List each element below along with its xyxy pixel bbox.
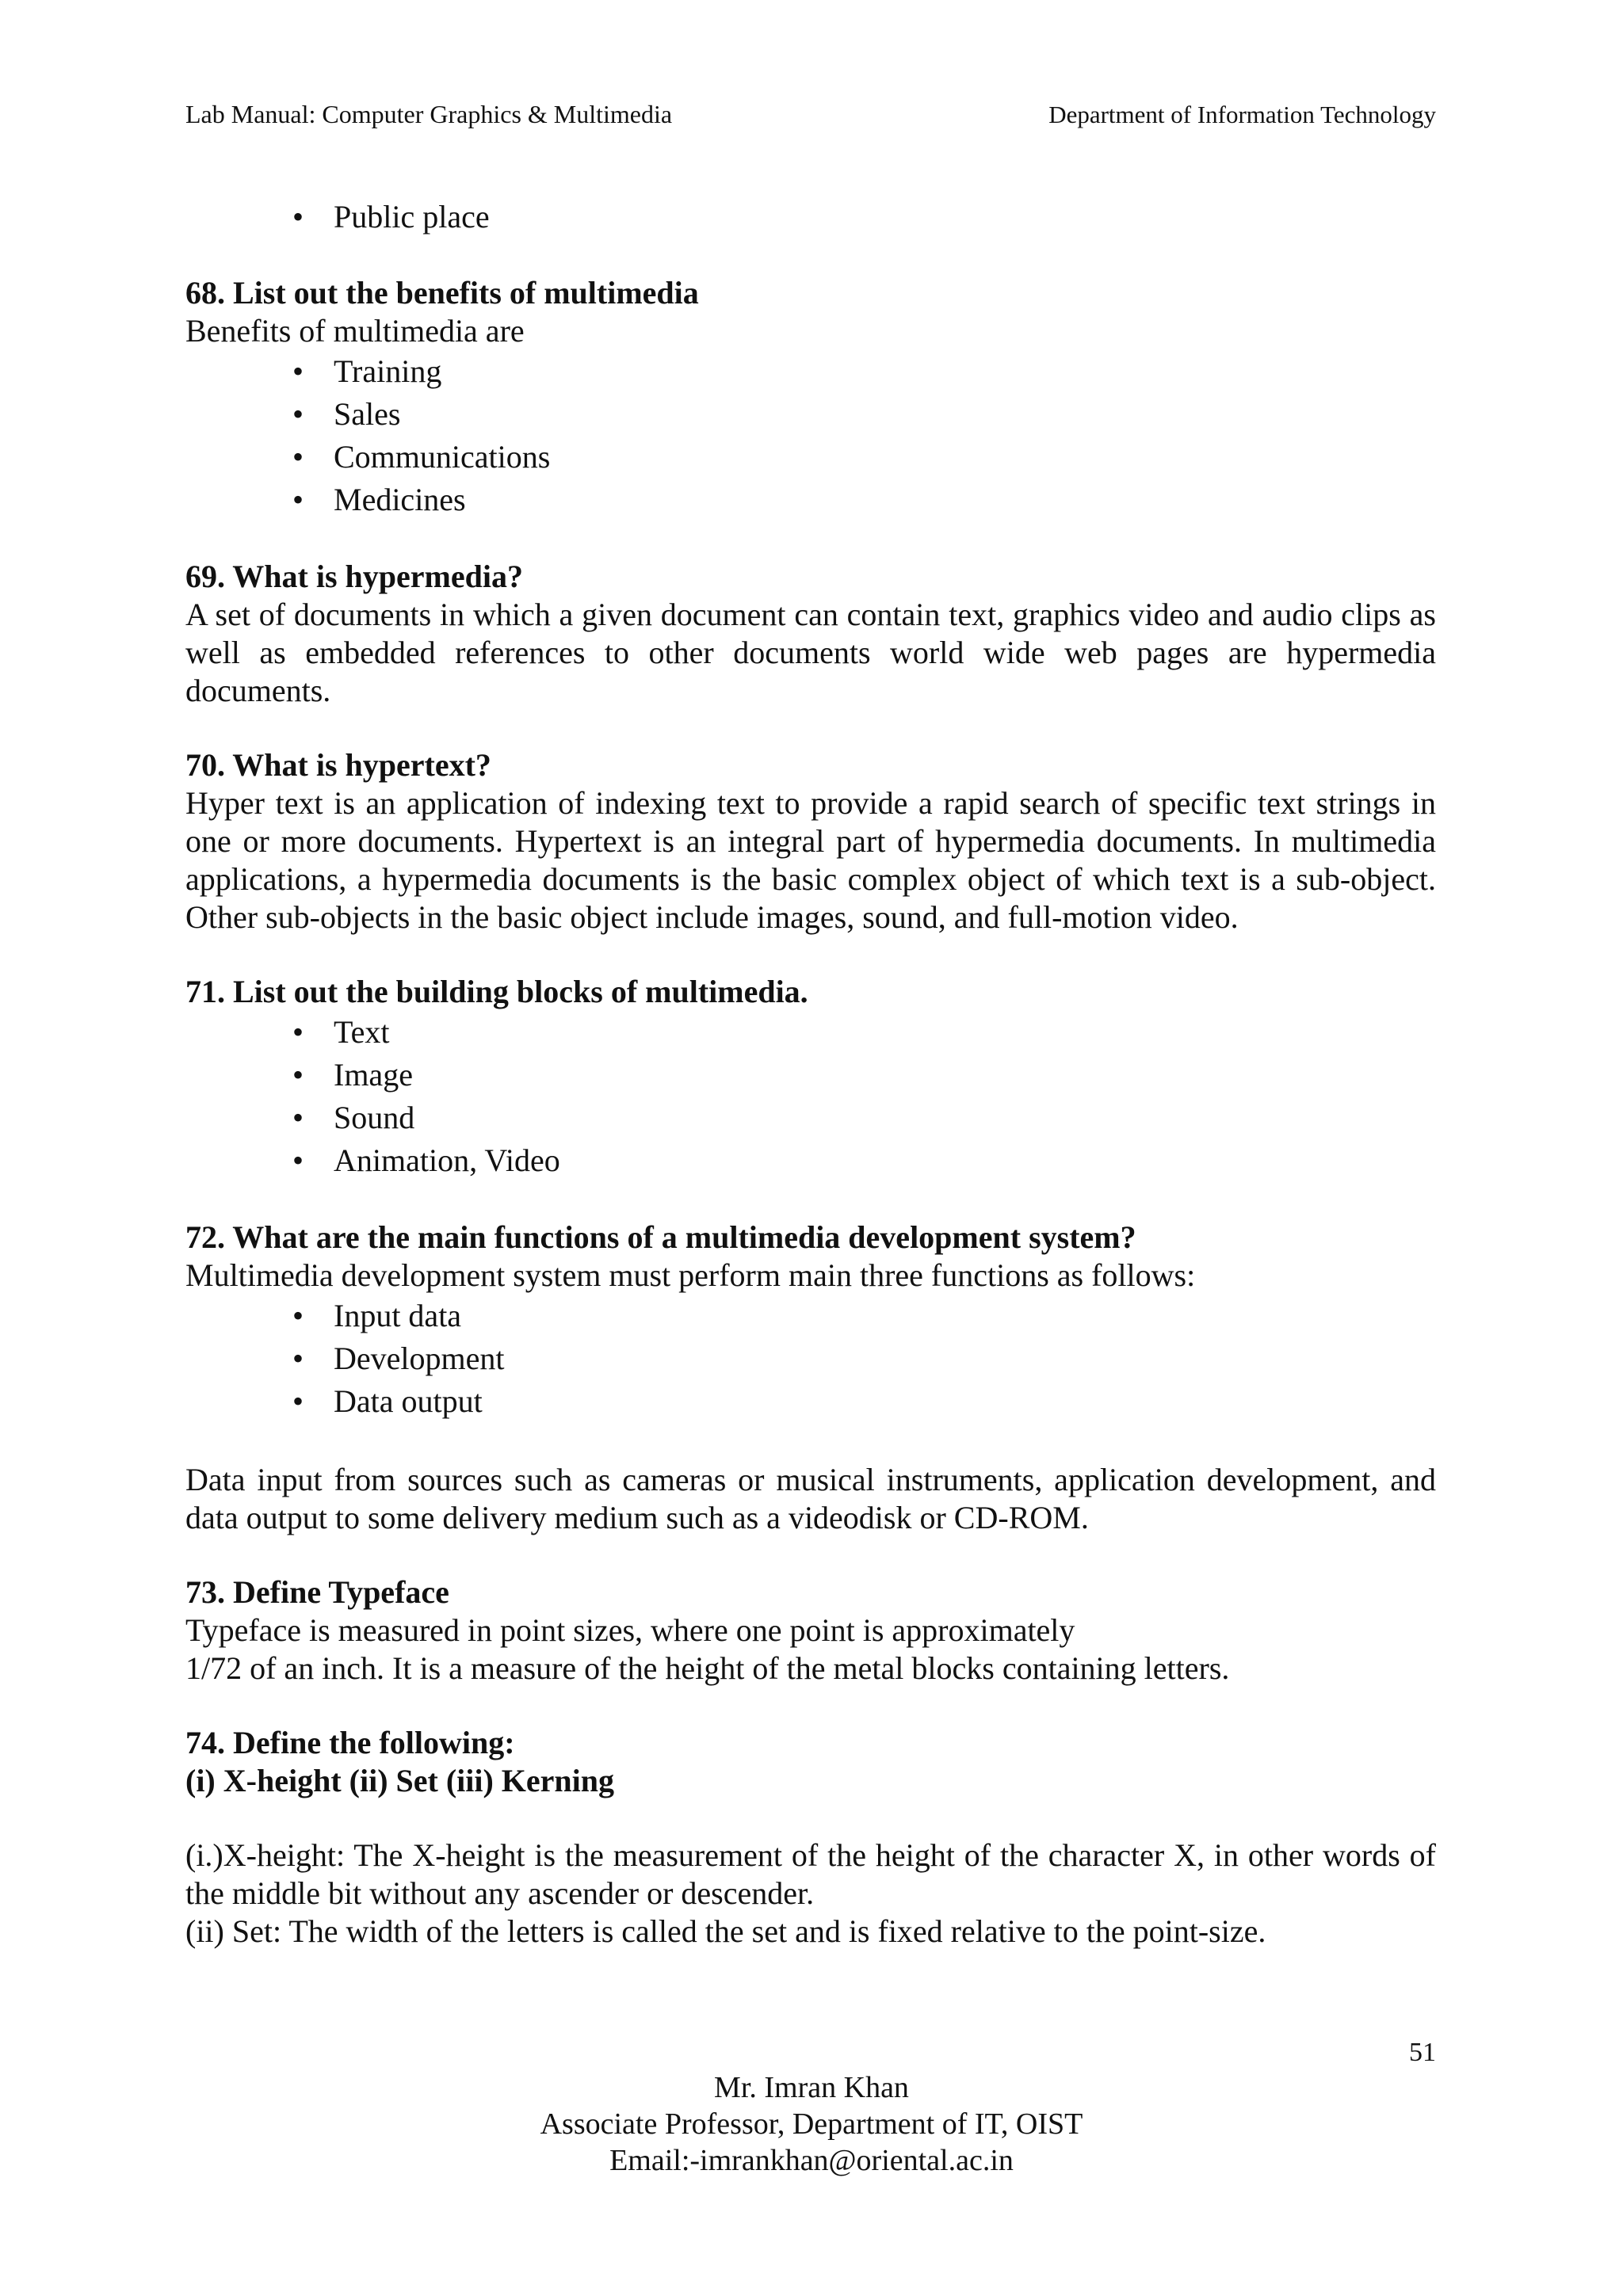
bullet-icon: • <box>292 1100 304 1135</box>
list-item: • Communications <box>185 436 1436 479</box>
answer-text: Hyper text is an application of indexing text to provide a rapid search of specific text strings in one or more documents. Hypertext is an integral part of hypermedia documents. In multimedia applications, a hypermedia documents is the basic complex object of which text is a sub-object. Other sub-objects in the basic object include images, sound, and full-motion video. <box>185 785 1436 935</box>
bullet-icon: • <box>292 1142 304 1178</box>
list-item: • Image <box>185 1054 1436 1097</box>
question-title: 72. What are the main functions of a multimedia development system? <box>185 1219 1136 1255</box>
list-item: • Training <box>185 350 1436 393</box>
definition-set: (ii) Set: The width of the letters is called the set and is fixed relative to the point-size. <box>185 1913 1266 1949</box>
question-71 <box>185 973 1436 1182</box>
list-item: • Sales <box>185 393 1436 436</box>
question-title: 70. What is hypertext? <box>185 747 491 783</box>
question-title: 74. Define the following: <box>185 1725 515 1760</box>
carryover-list <box>185 196 1436 238</box>
bullet-icon: • <box>292 1298 304 1333</box>
answer-line: Typeface is measured in point sizes, where one point is approximately <box>185 1612 1075 1648</box>
question-74 <box>185 1724 1436 1951</box>
bullet-icon: • <box>292 1341 304 1376</box>
list-item: • Input data <box>185 1295 1436 1337</box>
question-title: 71. List out the building blocks of multimedia. <box>185 974 808 1009</box>
bullet-icon: • <box>292 1383 304 1419</box>
bullet-icon: • <box>292 353 304 389</box>
question-68 <box>185 274 1436 521</box>
page-number: 51 <box>1409 2038 1436 2067</box>
bullet-icon: • <box>292 396 304 432</box>
bullet-icon: • <box>292 439 304 475</box>
header-title: Lab Manual: Computer Graphics & Multimedia <box>185 100 673 128</box>
bullet-icon: • <box>292 1057 304 1093</box>
footer-author-name: Mr. Imran Khan <box>714 2071 909 2104</box>
bullet-icon: • <box>292 482 304 517</box>
page-footer <box>0 2069 1623 2179</box>
answer-text: Data input from sources such as cameras or musical instruments, application development, and data output to some delivery medium such as a videodisk or CD-ROM. <box>185 1462 1436 1535</box>
list-item: • Animation, Video <box>185 1139 1436 1182</box>
answer-line: 1/72 of an inch. It is a measure of the height of the metal blocks containing letters. <box>185 1650 1230 1686</box>
list-item: • Development <box>185 1337 1436 1380</box>
bullet-icon: • <box>292 1014 304 1050</box>
definition-x-height: (i.)X-height: The X-height is the measurement of the height of the character X, in other words of the middle bit without any ascender or descender. <box>185 1837 1436 1911</box>
list-item: • Medicines <box>185 479 1436 521</box>
question-subtitle: (i) X-height (ii) Set (iii) Kerning <box>185 1763 615 1798</box>
bullet-icon: • <box>292 199 304 235</box>
footer-author-email: Email:-imrankhan@oriental.ac.in <box>609 2144 1014 2177</box>
question-title: 69. What is hypermedia? <box>185 559 523 594</box>
question-70 <box>185 746 1436 936</box>
question-73 <box>185 1573 1436 1688</box>
answer-text: A set of documents in which a given document can contain text, graphics video and audio clips as well as embedded references to other documents world wide web pages are hypermedia documents. <box>185 597 1436 708</box>
page-content <box>185 196 1436 1951</box>
question-intro: Benefits of multimedia are <box>185 313 525 349</box>
list-item: • Data output <box>185 1380 1436 1423</box>
question-69 <box>185 558 1436 710</box>
question-title: 73. Define Typeface <box>185 1574 449 1610</box>
list-item: • Public place <box>185 196 1436 238</box>
list-item: • Text <box>185 1011 1436 1054</box>
header-department: Department of Information Technology <box>1048 101 1436 128</box>
list-item: • Sound <box>185 1097 1436 1139</box>
question-72 <box>185 1219 1436 1537</box>
footer-author-role: Associate Professor, Department of IT, OIST <box>540 2107 1083 2141</box>
question-intro: Multimedia development system must perform main three functions as follows: <box>185 1257 1196 1293</box>
page-header <box>185 100 1436 129</box>
question-title: 68. List out the benefits of multimedia <box>185 275 699 311</box>
